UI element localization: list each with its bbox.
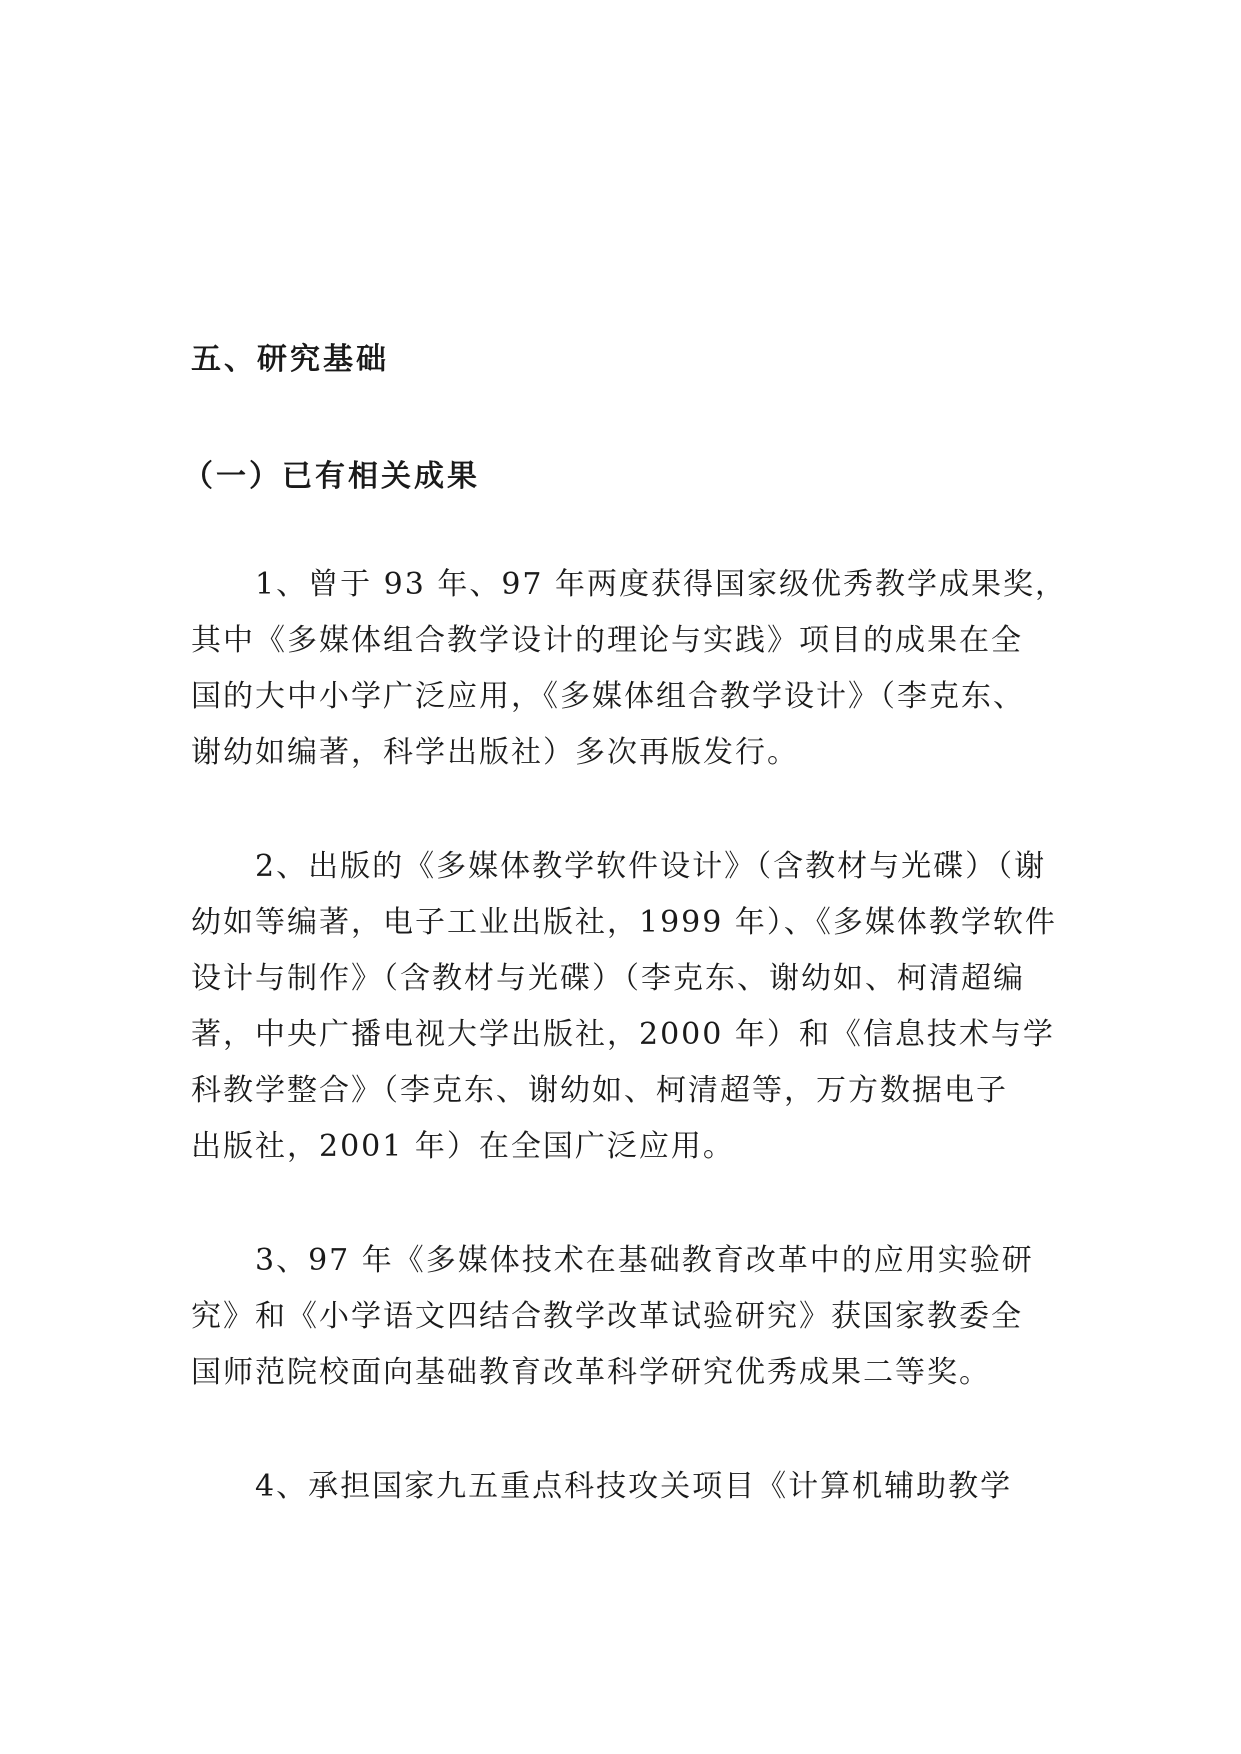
paragraph-line: 其中《多媒体组合教学设计的理论与实践》项目的成果在全 xyxy=(191,623,1023,658)
paragraph-line: 3、97 年《多媒体技术在基础教育改革中的应用实验研 xyxy=(255,1243,1034,1278)
paragraph-line: 国的大中小学广泛应用，《多媒体组合教学设计》（李克东、 xyxy=(191,679,1025,714)
paragraph-line: 国师范院校面向基础教育改革科学研究优秀成果二等奖。 xyxy=(191,1355,991,1390)
paragraph-line: 设计与制作》（含教材与光碟）（李克东、谢幼如、柯清超编 xyxy=(191,961,1025,996)
paragraph-line: 科教学整合》（李克东、谢幼如、柯清超等，万方数据电子 xyxy=(191,1073,1008,1108)
paragraph-1 xyxy=(191,557,1068,781)
subsection-heading: （一）已有相关成果 xyxy=(183,459,480,494)
paragraph-3 xyxy=(191,1233,1051,1401)
section-heading: 五、研究基础 xyxy=(191,342,389,377)
paragraph-line: 幼如等编著，电子工业出版社，1999 年）、《多媒体教学软件 xyxy=(191,905,1057,940)
paragraph-line: 4、承担国家九五重点科技攻关项目《计算机辅助教学 xyxy=(255,1469,1013,1504)
paragraph-line: 2、出版的《多媒体教学软件设计》（含教材与光碟）（谢 xyxy=(255,849,1047,884)
paragraph-line: 谢幼如编著，科学出版社）多次再版发行。 xyxy=(191,735,799,770)
paragraph-line: 究》和《小学语文四结合教学改革试验研究》获国家教委全 xyxy=(191,1299,1023,1334)
paragraph-2 xyxy=(191,839,1057,1175)
paragraph-4 xyxy=(191,1459,1051,1515)
paragraph-line: 1、曾于 93 年、97 年两度获得国家级优秀教学成果奖， xyxy=(255,567,1068,602)
paragraph-line: 著，中央广播电视大学出版社，2000 年）和《信息技术与学 xyxy=(191,1017,1055,1052)
paragraph-line: 出版社，2001 年）在全国广泛应用。 xyxy=(191,1129,735,1164)
page-content xyxy=(183,340,1068,1515)
